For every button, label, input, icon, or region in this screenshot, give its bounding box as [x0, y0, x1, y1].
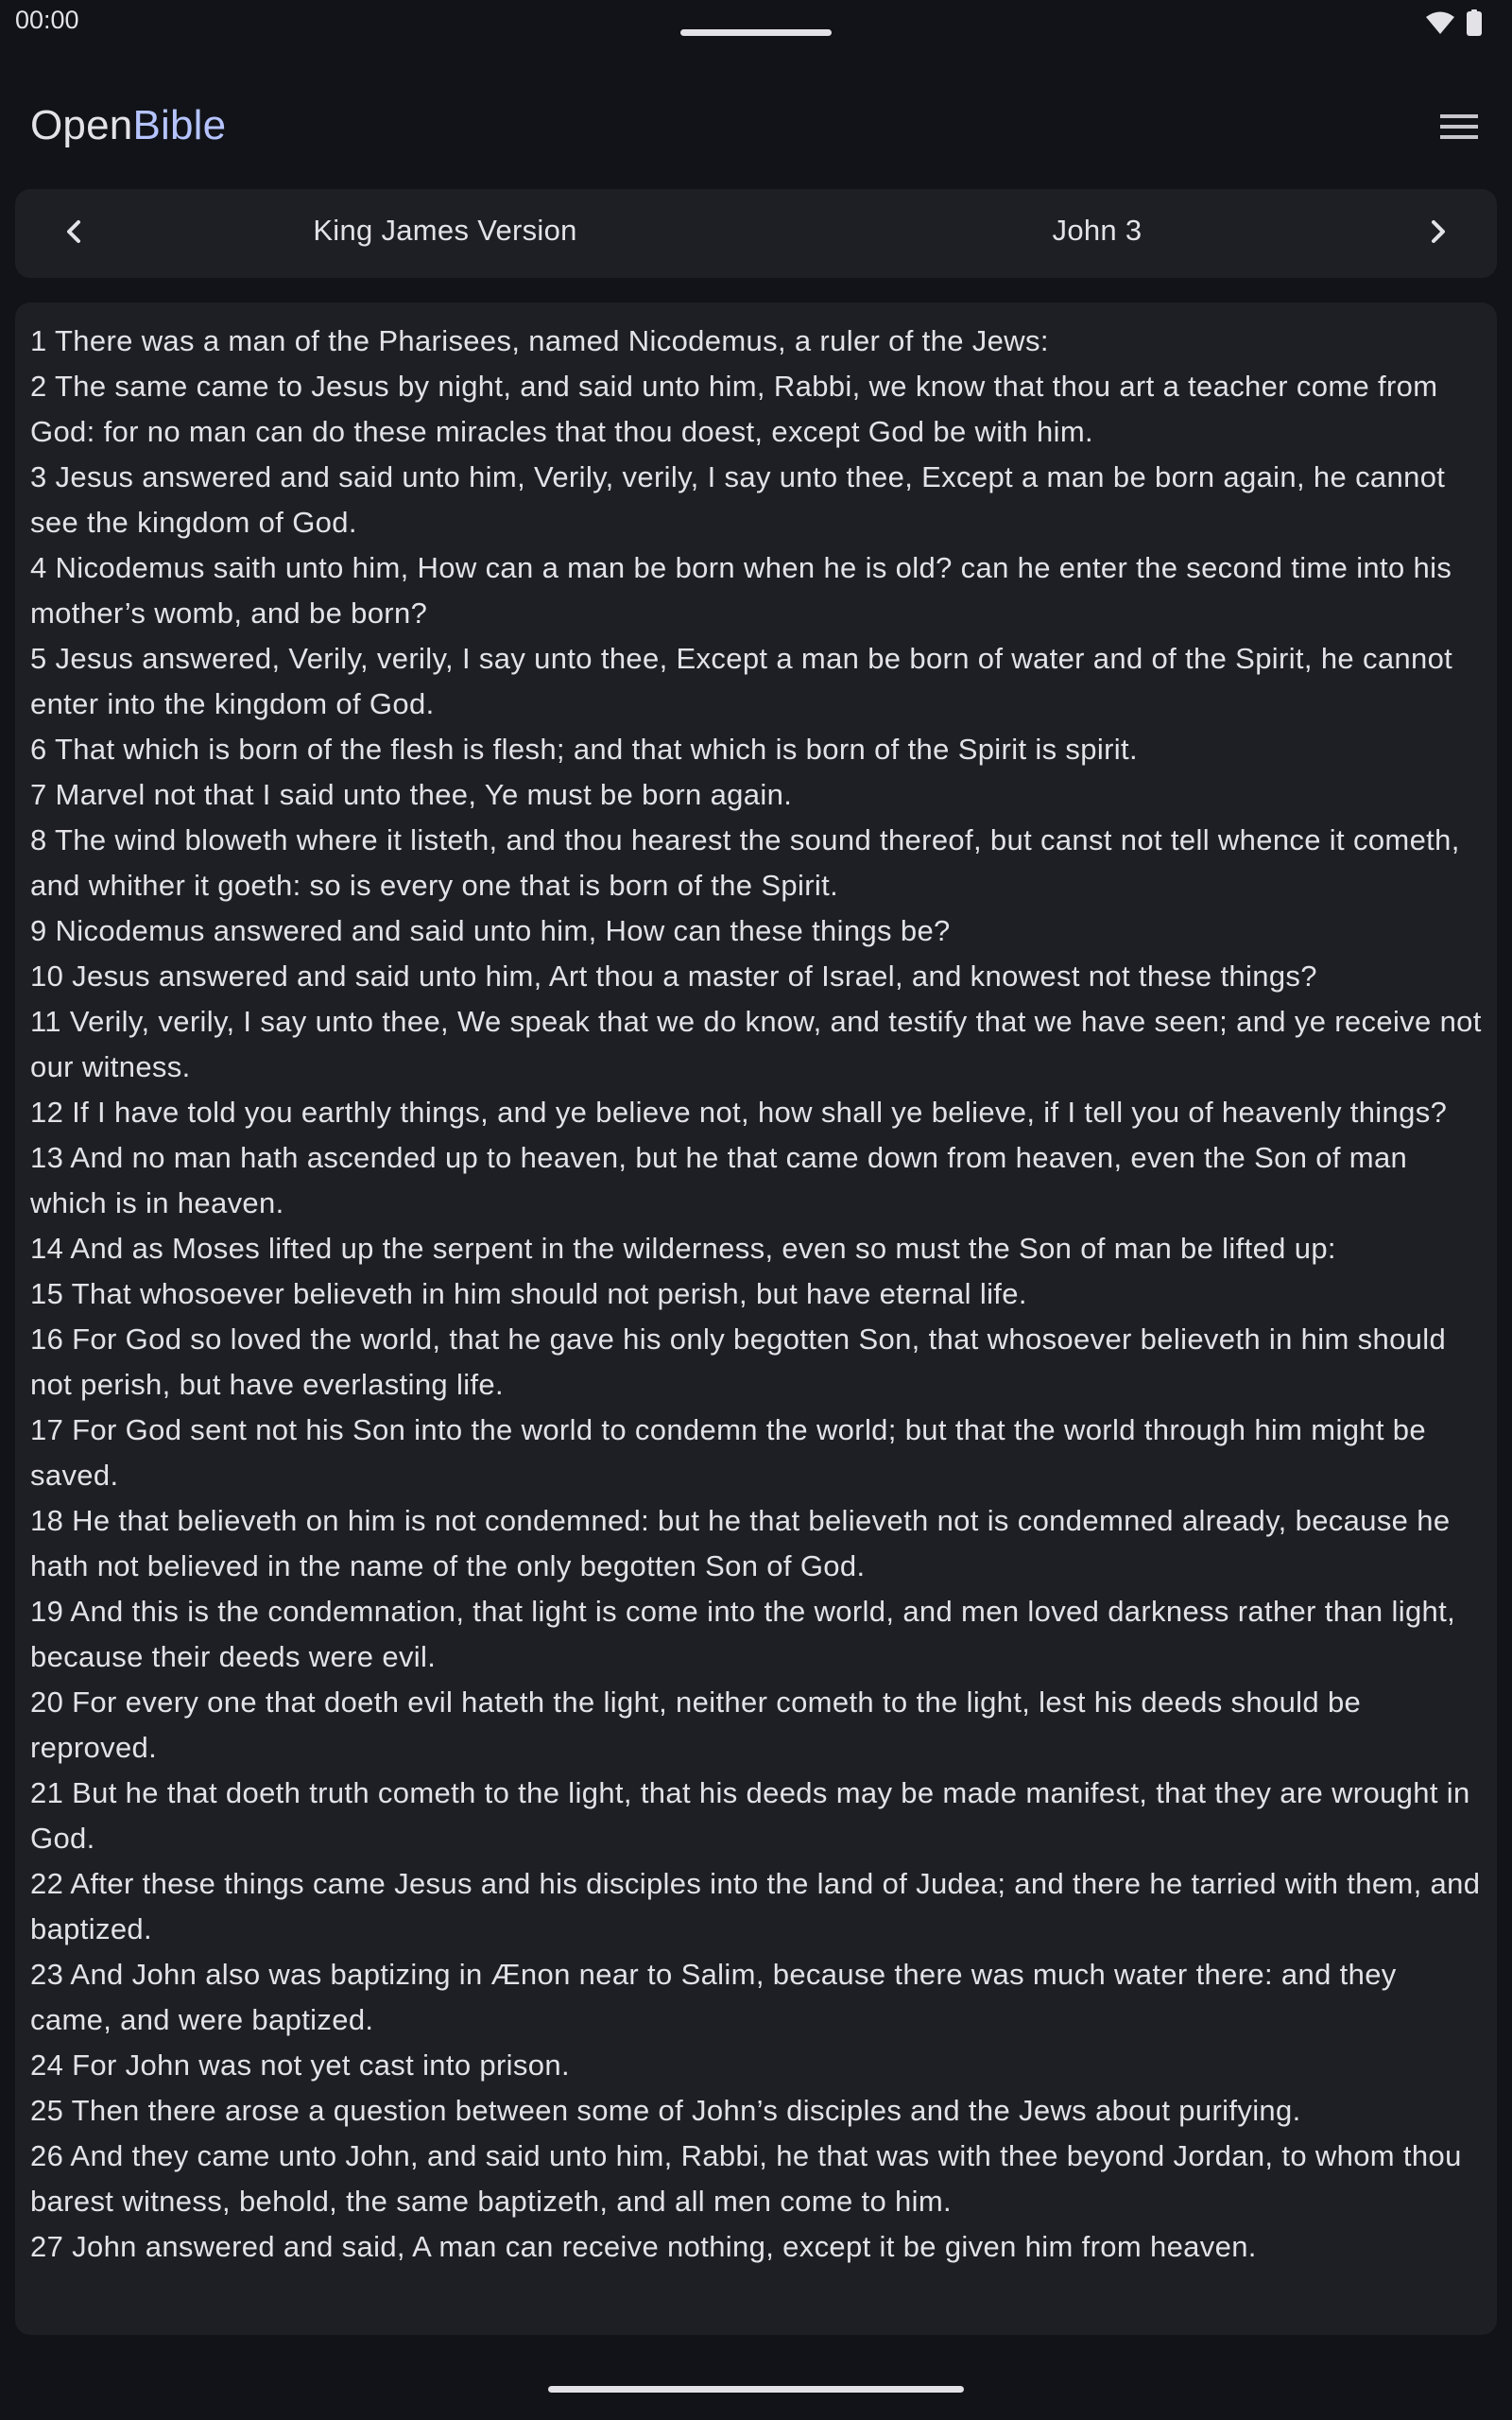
- battery-icon: [1467, 9, 1482, 41]
- app-title-open: Open: [30, 102, 133, 148]
- verse-7[interactable]: 7 Marvel not that I said unto thee, Ye must be born again.: [30, 778, 793, 811]
- status-bar: [0, 0, 1512, 45]
- status-icons: [1425, 9, 1482, 41]
- chapter-text-panel[interactable]: [15, 302, 1497, 2335]
- app-title: [30, 102, 226, 149]
- verse-18[interactable]: 18 He that believeth on him is not condemned: but he that believeth not is condemned already, because he hath not believed in the name of the only begotten Son of God.: [30, 1504, 1451, 1582]
- verse-10[interactable]: 10 Jesus answered and said unto him, Art thou a master of Israel, and knowest not these things?: [30, 959, 1317, 993]
- status-time: 00:00: [15, 6, 79, 34]
- verse-1[interactable]: 1 There was a man of the Pharisees, named Nicodemus, a ruler of the Jews:: [30, 324, 1049, 357]
- verse-16[interactable]: 16 For God so loved the world, that he gave his only begotten Son, that whosoever believeth in him should not perish, but have everlasting life.: [30, 1322, 1447, 1401]
- verse-13[interactable]: 13 And no man hath ascended up to heaven, but he that came down from heaven, even the Son of man which is in heaven.: [30, 1141, 1408, 1219]
- verse-22[interactable]: 22 After these things came Jesus and his disciples into the land of Judea; and there he tarried with them, and baptized.: [30, 1867, 1481, 1945]
- bible-version-selector[interactable]: King James Version: [313, 214, 577, 247]
- verse-20[interactable]: 20 For every one that doeth evil hateth the light, neither cometh to the light, lest his deeds should be reproved.: [30, 1685, 1362, 1764]
- verse-11[interactable]: 11 Verily, verily, I say unto thee, We speak that we do know, and testify that we have seen; and ye receive not our witness.: [30, 1005, 1482, 1083]
- verse-25[interactable]: 25 Then there arose a question between some of John’s disciples and the Jews about purifying.: [30, 2094, 1301, 2127]
- verse-24[interactable]: 24 For John was not yet cast into prison.: [30, 2048, 570, 2082]
- hamburger-menu-icon: [1440, 113, 1478, 145]
- next-chapter-button[interactable]: [1410, 205, 1467, 262]
- verse-14[interactable]: 14 And as Moses lifted up the serpent in the wilderness, even so must the Son of man be lifted up:: [30, 1232, 1336, 1265]
- home-indicator-bar[interactable]: [548, 2386, 964, 2393]
- previous-chapter-button[interactable]: [45, 205, 102, 262]
- menu-button[interactable]: [1429, 102, 1489, 155]
- verse-26[interactable]: 26 And they came unto John, and said unto him, Rabbi, he that was with thee beyond Jordan, to whom thou barest witness, behold, the same baptizeth, and all men come to him.: [30, 2139, 1462, 2218]
- verse-5[interactable]: 5 Jesus answered, Verily, verily, I say unto thee, Except a man be born of water and of the Spirit, he cannot enter into the kingdom of God.: [30, 642, 1453, 720]
- app-bar: [0, 83, 1512, 174]
- camera-notch-bar: [680, 29, 832, 36]
- verse-19[interactable]: 19 And this is the condemnation, that light is come into the world, and men loved darkness rather than light, because their deeds were evil.: [30, 1595, 1456, 1673]
- wifi-icon: [1425, 10, 1455, 40]
- verse-8[interactable]: 8 The wind bloweth where it listeth, and thou hearest the sound thereof, but canst not tell whence it cometh, and whither it goeth: so is every one that is born of the Spirit.: [30, 823, 1460, 902]
- verse-27[interactable]: 27 John answered and said, A man can receive nothing, except it be given him from heaven.: [30, 2230, 1257, 2263]
- verse-2[interactable]: 2 The same came to Jesus by night, and said unto him, Rabbi, we know that thou art a teacher come from God: for no man can do these miracles that thou doest, except God be with him.: [30, 370, 1438, 448]
- chevron-left-icon: [64, 218, 83, 250]
- verse-21[interactable]: 21 But he that doeth truth cometh to the light, that his deeds may be made manifest, that they are wrought in God.: [30, 1776, 1470, 1855]
- verse-23[interactable]: 23 And John also was baptizing in Ænon near to Salim, because there was much water there: and they came, and were baptized.: [30, 1958, 1397, 2036]
- chevron-right-icon: [1429, 218, 1448, 250]
- verse-9[interactable]: 9 Nicodemus answered and said unto him, How can these things be?: [30, 914, 951, 947]
- verse-15[interactable]: 15 That whosoever believeth in him should not perish, but have eternal life.: [30, 1277, 1027, 1310]
- chapter-selector[interactable]: John 3: [1052, 214, 1143, 247]
- verse-4[interactable]: 4 Nicodemus saith unto him, How can a man be born when he is old? can he enter the second time into his mother’s womb, and be born?: [30, 551, 1452, 630]
- app-title-bible: Bible: [132, 102, 227, 148]
- verse-3[interactable]: 3 Jesus answered and said unto him, Verily, verily, I say unto thee, Except a man be born again, he cannot see the kingdom of God.: [30, 460, 1446, 539]
- verse-17[interactable]: 17 For God sent not his Son into the world to condemn the world; but that the world through him might be saved.: [30, 1413, 1426, 1492]
- verse-6[interactable]: 6 That which is born of the flesh is flesh; and that which is born of the Spirit is spirit.: [30, 733, 1138, 766]
- verse-12[interactable]: 12 If I have told you earthly things, and ye believe not, how shall ye believe, if I tell you of heavenly things?: [30, 1096, 1448, 1129]
- chapter-navigation-bar: [15, 189, 1497, 278]
